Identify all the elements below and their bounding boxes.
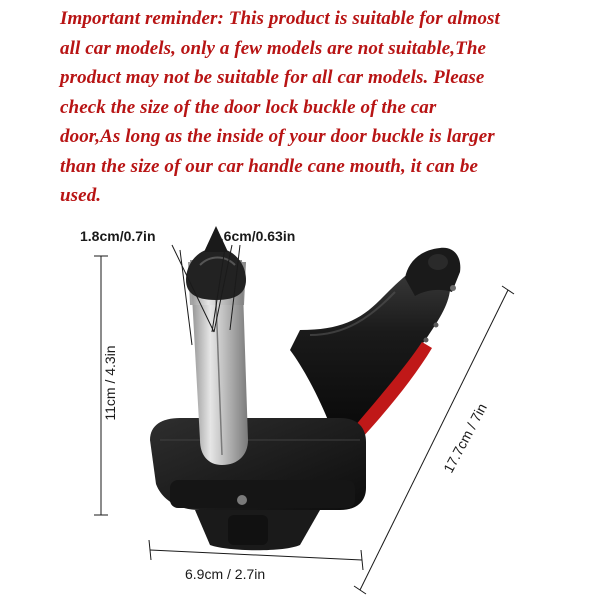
length-label: 17.7cm / 7in: [440, 400, 490, 476]
handle-base: [150, 418, 366, 550]
tip-width-left-label: 1.8cm/0.7in: [80, 228, 156, 244]
important-reminder-text: Important reminder: This product is suitable for almost all car models, only a few models are not suitable,The product may not be suitable for all car models. Please check the size of the door lock buckle of the car door,As long as the inside of your door buckle is larger than the size of our car handle cane mouth, it can be used.: [60, 8, 500, 206]
height-label: 11cm / 4.3in: [102, 345, 118, 421]
tip-width-right-label: 1.6cm/0.63in: [212, 228, 296, 244]
handle-body: [290, 248, 460, 440]
base-width-label: 6.9cm / 2.7in: [185, 566, 266, 582]
